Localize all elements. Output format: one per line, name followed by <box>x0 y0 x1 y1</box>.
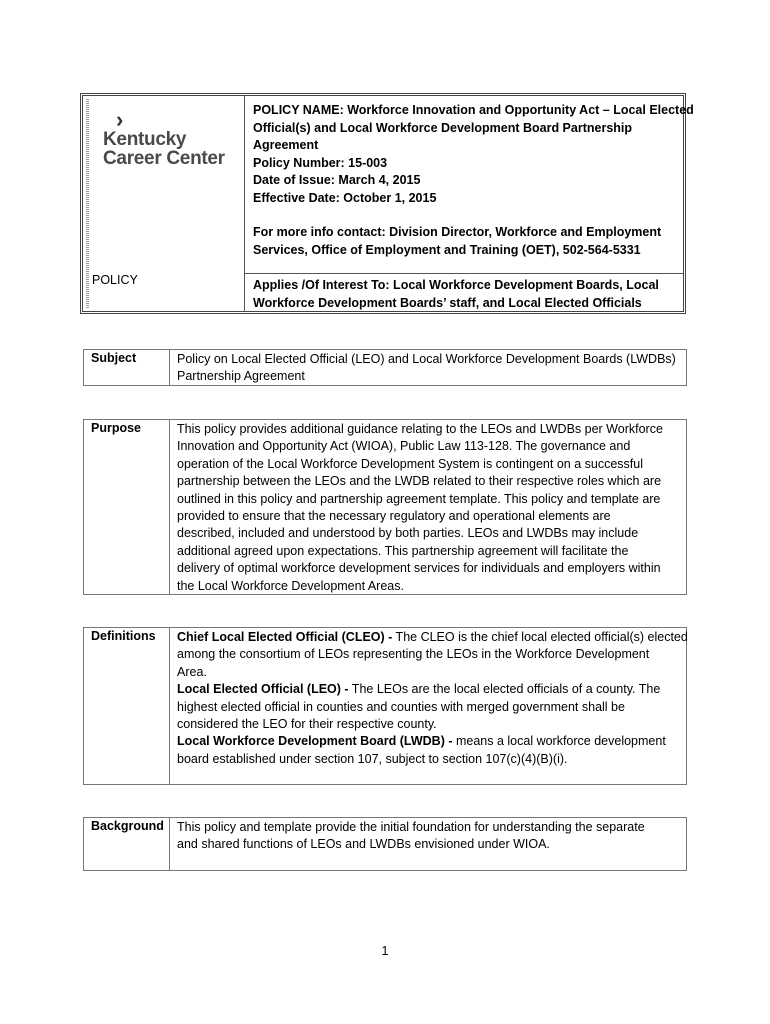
purpose-label: Purpose <box>84 420 170 594</box>
cleo-definition-line <box>177 629 688 646</box>
text-line: highest elected official in counties and counties with merged government shall be <box>177 699 625 714</box>
purpose-section <box>83 419 687 595</box>
text-line: provided to ensure that the necessary regulatory and operational elements are <box>177 509 611 524</box>
leo-definition-line <box>177 681 680 698</box>
lwdb-definition-line <box>177 733 680 750</box>
lwdb-text: means a local workforce development <box>455 734 666 749</box>
subject-label: Subject <box>84 350 170 385</box>
subject-section <box>83 349 687 386</box>
text-line: This policy and template provide the initial foundation for understanding the separate <box>177 820 645 834</box>
date-of-issue: Date of Issue: March 4, 2015 <box>253 173 421 187</box>
text-line: the Local Workforce Development Areas. <box>177 578 404 593</box>
definitions-label: Definitions <box>84 628 170 784</box>
logo-line-2: Career Center <box>103 148 225 169</box>
contact-line: Services, Office of Employment and Training (OET), 502-564-5331 <box>253 242 641 257</box>
subject-body <box>170 350 686 386</box>
cleo-text: The CLEO is the chief local elected official(s) elected <box>392 630 688 644</box>
header-info-cell <box>245 96 694 274</box>
policy-header-box <box>80 93 694 314</box>
header-left-cell <box>83 96 245 311</box>
text-line: outlined in this policy and partnership agreement template. This policy and template are <box>177 491 661 506</box>
text-line: described, included and understood by both parties. LEOs and LWDBs may include <box>177 526 639 541</box>
definitions-body <box>170 628 686 768</box>
background-body <box>170 818 686 854</box>
text-line: among the consortium of LEOs representing the LEOs in the Workforce Development <box>177 647 650 662</box>
contact-block <box>253 224 677 259</box>
text-line: Partnership Agreement <box>177 369 305 384</box>
purpose-body <box>170 420 686 595</box>
policy-label: POLICY <box>92 273 138 287</box>
policy-number: Policy Number: 15-003 <box>253 155 388 170</box>
effective-date: Effective Date: October 1, 2015 <box>253 190 437 205</box>
policy-title-line: Official(s) and Local Workforce Development Board Partnership <box>253 120 633 135</box>
applies-line: Applies /Of Interest To: Local Workforce Development Boards, Local <box>253 278 659 292</box>
logo-line-1: Kentucky <box>103 129 187 150</box>
policy-title-block <box>253 102 694 207</box>
text-line: board established under section 107, subject to section 107(c)(4)(B)(i). <box>177 751 568 766</box>
kentucky-career-center-logo <box>103 107 243 169</box>
text-line: and shared functions of LEOs and LWDBs envisioned under WIOA. <box>177 837 550 852</box>
text-line: This policy provides additional guidance relating to the LEOs and LWDBs per Workforce <box>177 422 663 436</box>
leo-term: Local Elected Official (LEO) - <box>177 682 349 697</box>
text-line: partnership between the LEOs and the LWDB related to their respective roles which are <box>177 474 662 489</box>
background-label: Background <box>84 818 170 870</box>
lwdb-term: Local Workforce Development Board (LWDB) - <box>177 734 456 749</box>
text-line: Area. <box>177 664 207 679</box>
cleo-term: Chief Local Elected Official (CLEO) - <box>177 630 393 644</box>
header-right-cell <box>245 96 694 311</box>
definitions-section <box>83 627 687 785</box>
background-section <box>83 817 687 871</box>
leo-text: The LEOs are the local elected officials of a county. The <box>348 682 661 697</box>
policy-title-line: POLICY NAME: Workforce Innovation and Opportunity Act – Local Elected <box>253 103 694 117</box>
text-line: operation of the Local Workforce Development System is contingent on a successful <box>177 456 643 471</box>
text-line: delivery of optimal workforce development services for individuals and employers within <box>177 561 661 576</box>
applies-to-block <box>253 277 677 312</box>
contact-line: For more info contact: Division Director, Workforce and Employment <box>253 225 662 239</box>
text-line: additional agreed upon expectations. This partnership agreement will facilitate the <box>177 543 629 558</box>
text-line: considered the LEO for their respective county. <box>177 717 437 732</box>
chevron-icon: › <box>116 107 124 132</box>
page-number: 1 <box>381 944 389 958</box>
text-line: Innovation and Opportunity Act (WIOA), Public Law 113-128. The governance and <box>177 439 631 454</box>
text-line: Policy on Local Elected Official (LEO) and Local Workforce Development Boards (LWDBs) <box>177 352 676 366</box>
applies-line: Workforce Development Boards’ staff, and Local Elected Officials <box>253 295 642 310</box>
policy-title-line: Agreement <box>253 138 319 152</box>
